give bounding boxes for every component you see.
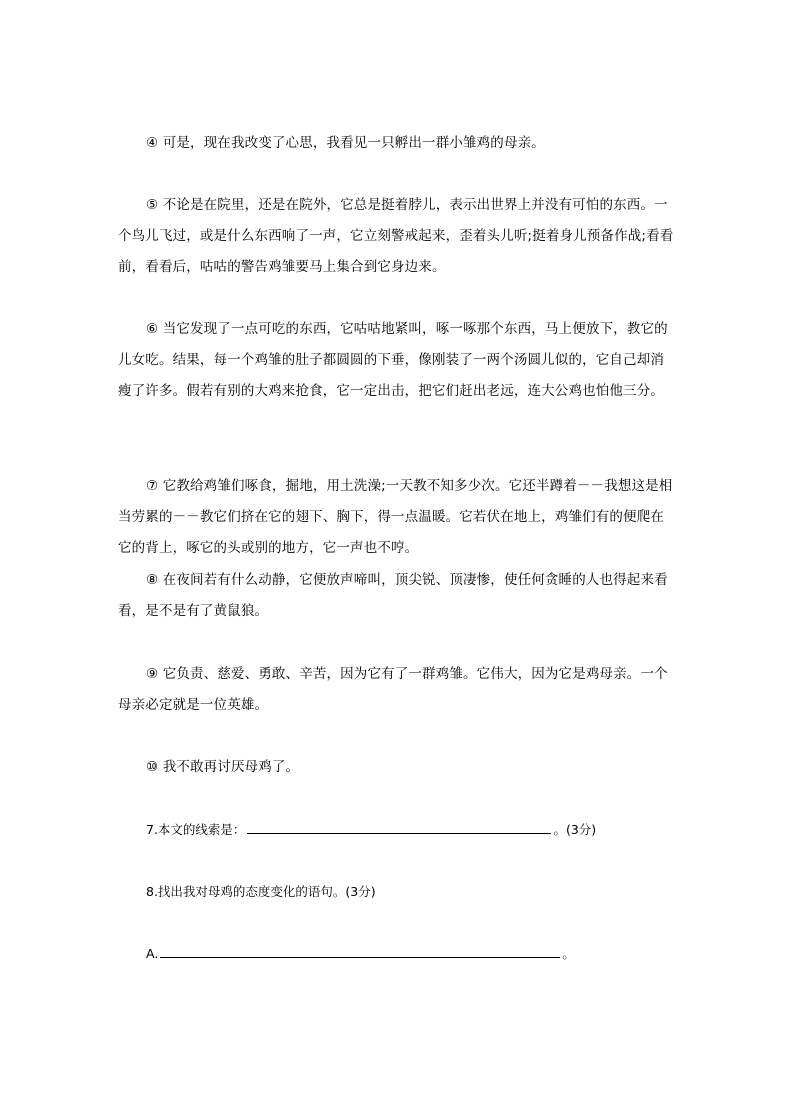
question-7 [118,814,674,845]
question-7-text: 7.本文的线索是： [146,822,246,837]
answer-a-period: 。 [562,946,575,961]
question-8: 8.找出我对母鸡的态度变化的语句。(3分) [146,884,376,899]
question-7-answer-blank[interactable] [247,818,551,834]
question-7-score: 。(3分) [553,822,597,837]
paragraph-4: ④ 可是，现在我改变了心思，我看见一只孵出一群小雏鸡的母亲。 [146,135,545,151]
paragraph-9: ⑨ 它负责、慈爱、勇敢、辛苦，因为它有了一群鸡雏。它伟大，因为它是鸡母亲。一个母亲必定就是一位英雄。 [118,666,668,713]
paragraph-7: ⑦ 它教给鸡雏们啄食，掘地，用土洗澡;一天教不知多少次。它还半蹲着－－我想这是相当劳累的－－教它们挤在它的翅下、胸下，得一点温暖。它若伏在地上，鸡雏们有的便爬在它的背上，啄它的头或别的地方，它一声也不哼。 [118,478,673,556]
question-8-answer-a [118,938,674,969]
paragraph-8: ⑧ 在夜间若有什么动静，它便放声啼叫，顶尖锐、顶凄惨，使任何贪睡的人也得起来看看，是不是有了黄鼠狼。 [118,572,668,619]
answer-a-label: A. [146,946,159,961]
paragraph-5: ⑤ 不论是在院里，还是在院外，它总是挺着脖儿，表示出世界上并没有可怕的东西。一个鸟儿飞过，或是什么东西响了一声，它立刻警戒起来，歪着头儿听;挺着身儿预备作战;看看前，看看后，咕咕的警告鸡雏要马上集合到它身边来。 [118,197,674,275]
paragraph-10: ⑩ 我不敢再讨厌母鸡了。 [146,759,300,775]
answer-a-blank[interactable] [160,942,560,958]
paragraph-6: ⑥ 当它发现了一点可吃的东西，它咕咕地紧叫，啄一啄那个东西，马上便放下，教它的儿女吃。结果，每一个鸡雏的肚子都圆圆的下垂，像刚装了一两个汤圆儿似的，它自己却消瘦了许多。假若有别的大鸡来抢食，它一定出击，把它们赶出老远，连大公鸡也怕他三分。 [118,321,668,399]
